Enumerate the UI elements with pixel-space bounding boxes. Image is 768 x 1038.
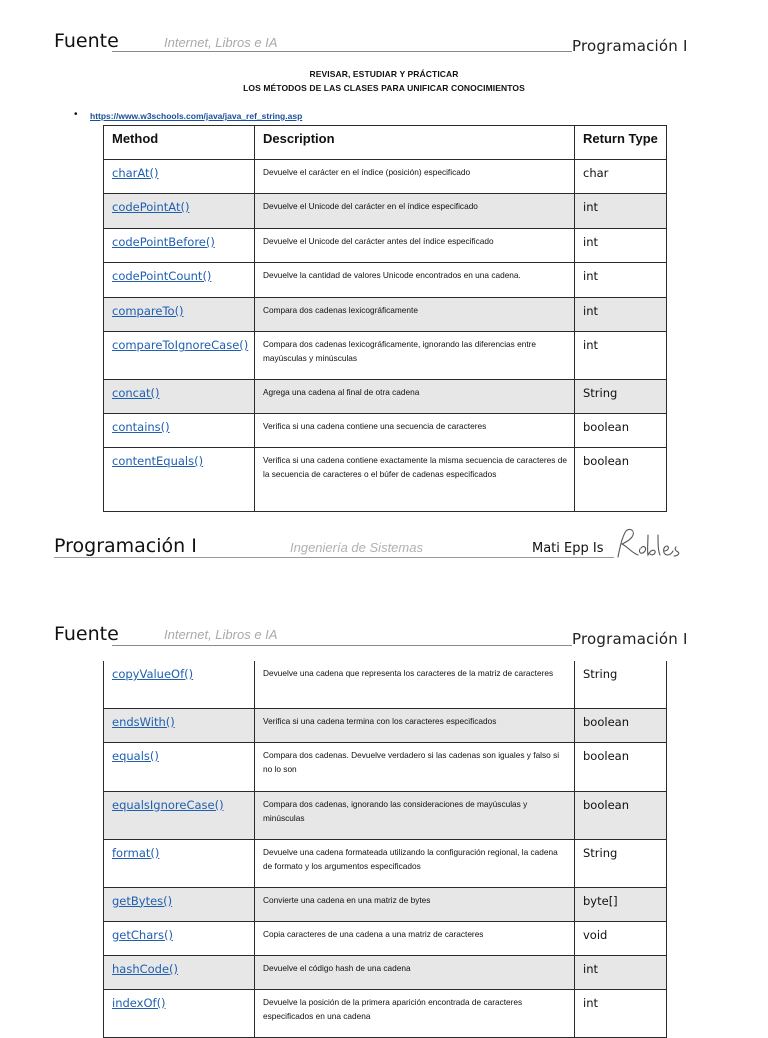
page1-header-title: Fuente — [54, 30, 119, 52]
table-row — [104, 839, 667, 887]
table-row — [104, 708, 667, 742]
table-row — [104, 989, 667, 1037]
method-return-type: boolean — [575, 708, 667, 742]
table-row — [104, 380, 667, 414]
page2-header-title: Fuente — [54, 623, 119, 645]
method-link[interactable]: codePointBefore() — [112, 235, 215, 249]
page2-header-rule — [112, 645, 572, 646]
column-header-description: Description — [255, 126, 575, 160]
method-return-type: int — [575, 194, 667, 229]
table-row — [104, 298, 667, 332]
method-description: Verifica si una cadena contiene una secuencia de caracteres — [255, 414, 575, 448]
method-return-type: boolean — [575, 742, 667, 791]
method-return-type: String — [575, 661, 667, 708]
footer-author: Mati Epp Is — [532, 541, 604, 556]
method-link[interactable]: copyValueOf() — [112, 667, 194, 681]
table-row — [104, 955, 667, 989]
page1-header-subtitle: Internet, Libros e IA — [164, 35, 278, 50]
table-row — [104, 742, 667, 791]
method-return-type: boolean — [575, 448, 667, 512]
method-return-type: void — [575, 921, 667, 955]
method-description: Devuelve la cantidad de valores Unicode encontrados en una cadena. — [255, 263, 575, 298]
table-row — [104, 194, 667, 229]
table-row — [104, 661, 667, 708]
page1-header-course: Programación I — [572, 37, 688, 55]
column-header-return-type: Return Type — [575, 126, 667, 160]
method-link[interactable]: getChars() — [112, 927, 173, 942]
bullet-icon: • — [74, 109, 78, 120]
method-link[interactable]: codePointAt() — [112, 200, 190, 214]
method-return-type: byte[] — [575, 887, 667, 921]
method-description: Compara dos cadenas. Devuelve verdadero si las cadenas son iguales y falso si no lo son — [255, 742, 575, 791]
method-link[interactable]: equalsIgnoreCase() — [112, 797, 224, 812]
method-description: Convierte una cadena en una matriz de bytes — [255, 887, 575, 921]
method-description: Verifica si una cadena termina con los caracteres especificados — [255, 708, 575, 742]
method-description: Agrega una cadena al final de otra cadena — [255, 380, 575, 414]
method-description: Verifica si una cadena contiene exactamente la misma secuencia de caracteres de la secuencia de caracteres o el búfer de cadenas especificados — [255, 448, 575, 512]
method-link[interactable]: equals() — [112, 748, 159, 763]
method-link[interactable]: charAt() — [112, 166, 159, 180]
method-link[interactable]: contains() — [112, 420, 170, 434]
table-row — [104, 229, 667, 263]
method-link[interactable]: hashCode() — [112, 961, 179, 976]
methods-table-page1 — [103, 125, 667, 512]
method-link[interactable]: format() — [112, 845, 160, 860]
method-link[interactable]: contentEquals() — [112, 454, 204, 468]
method-link[interactable]: concat() — [112, 386, 160, 400]
method-return-type: String — [575, 380, 667, 414]
signature-image — [614, 527, 686, 561]
method-description: Devuelve el Unicode del carácter en el índice especificado — [255, 194, 575, 229]
method-return-type: int — [575, 989, 667, 1037]
method-return-type: char — [575, 160, 667, 194]
table-row — [104, 921, 667, 955]
method-description: Compara dos cadenas lexicográficamente — [255, 298, 575, 332]
method-link[interactable]: compareTo() — [112, 304, 184, 318]
page2-header-course: Programación I — [572, 630, 688, 648]
table-row — [104, 263, 667, 298]
method-description: Devuelve el código hash de una cadena — [255, 955, 575, 989]
page1-title-line1: REVISAR, ESTUDIAR Y PRÁCTICAR — [309, 69, 459, 79]
table-header-row — [104, 126, 667, 160]
method-description: Compara dos cadenas lexicográficamente, ignorando las diferencias entre mayúsculas y minúsculas — [255, 332, 575, 380]
column-header-method: Method — [104, 126, 255, 160]
methods-table-page2 — [103, 661, 667, 1038]
table-row — [104, 160, 667, 194]
table-row — [104, 448, 667, 512]
table-row — [104, 414, 667, 448]
footer-rule — [54, 557, 614, 558]
method-return-type: boolean — [575, 791, 667, 839]
method-link[interactable]: indexOf() — [112, 995, 166, 1010]
method-description: Devuelve la posición de la primera aparición encontrada de caracteres especificados en una cadena — [255, 989, 575, 1037]
method-description: Devuelve una cadena formateada utilizando la configuración regional, la cadena de formato y los argumentos especificados — [255, 839, 575, 887]
table-row — [104, 332, 667, 380]
footer-course-title: Programación I — [54, 535, 197, 557]
method-return-type: int — [575, 263, 667, 298]
method-description: Devuelve una cadena que representa los caracteres de la matriz de caracteres — [255, 661, 575, 708]
footer-program: Ingeniería de Sistemas — [290, 540, 423, 555]
page1-header-rule — [112, 51, 572, 52]
method-link[interactable]: compareToIgnoreCase() — [112, 338, 249, 352]
source-link[interactable]: https://www.w3schools.com/java/java_ref_string.asp — [90, 111, 303, 121]
method-link[interactable]: codePointCount() — [112, 269, 212, 283]
method-description: Devuelve el carácter en el índice (posición) especificado — [255, 160, 575, 194]
table-row — [104, 791, 667, 839]
method-description: Copia caracteres de una cadena a una matriz de caracteres — [255, 921, 575, 955]
method-return-type: int — [575, 298, 667, 332]
table-row — [104, 887, 667, 921]
page1-title-line2: LOS MÉTODOS DE LAS CLASES PARA UNIFICAR CONOCIMIENTOS — [243, 83, 525, 93]
method-link[interactable]: getBytes() — [112, 893, 173, 908]
method-description: Devuelve el Unicode del carácter antes del índice especificado — [255, 229, 575, 263]
page2-header-subtitle: Internet, Libros e IA — [164, 627, 278, 642]
method-return-type: boolean — [575, 414, 667, 448]
method-return-type: String — [575, 839, 667, 887]
method-return-type: int — [575, 332, 667, 380]
method-link[interactable]: endsWith() — [112, 714, 175, 729]
method-return-type: int — [575, 955, 667, 989]
method-return-type: int — [575, 229, 667, 263]
method-description: Compara dos cadenas, ignorando las consideraciones de mayúsculas y minúsculas — [255, 791, 575, 839]
